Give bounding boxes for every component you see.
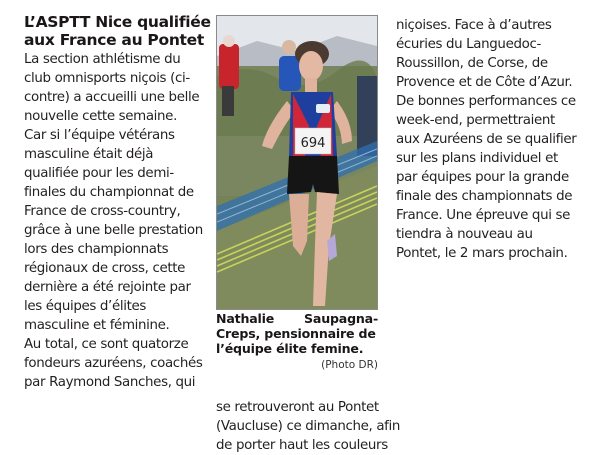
article-column-1	[24, 13, 214, 392]
text-line: tiendra à nouveau au	[396, 227, 533, 242]
article-column-3	[396, 16, 596, 263]
svg-text:694: 694	[300, 136, 326, 151]
text-line: France. Une épreuve qui se	[396, 208, 570, 223]
text-line: De bonnes performances ce	[396, 94, 576, 109]
text-line: qualifiée pour les demi-	[24, 166, 174, 181]
text-line: France de cross-country,	[24, 204, 181, 219]
text-line: La section athlétisme du	[24, 52, 181, 67]
text-line: fondeurs azuréens, coachés	[24, 356, 203, 371]
text-line: sur les plans individuel et	[396, 151, 558, 166]
headline-line-1: L’ASPTT Nice qualifiée	[24, 13, 211, 31]
column-1-body	[24, 50, 214, 392]
caption-last-name: Saupagna-	[304, 311, 378, 326]
text-line: se retrouveront au Pontet	[216, 400, 379, 415]
text-line: par équipes pour la grande	[396, 170, 569, 185]
text-line: Pontet, le 2 mars prochain.	[396, 246, 568, 261]
caption-line-3: l’équipe élite femine.	[216, 341, 364, 356]
text-line: les équipes d’élites	[24, 299, 147, 314]
caption-first-name: Nathalie	[216, 311, 275, 326]
text-line: Car si l’équipe vétérans	[24, 128, 175, 143]
text-line: week-end, permettraient	[396, 113, 555, 128]
text-line: par Raymond Sanches, qui	[24, 375, 196, 390]
runner-illustration-icon	[217, 16, 377, 309]
text-line: contre) a accueilli une belle	[24, 90, 200, 105]
text-line: régionaux de cross, cette	[24, 261, 186, 276]
text-line: Roussillon, de Corse, de	[396, 56, 548, 71]
text-line: Au total, ce sont quatorze	[24, 337, 189, 352]
text-line: aux Azuréens de se qualifier	[396, 132, 577, 147]
text-line: finales du championnat de	[24, 185, 194, 200]
caption-line-2: Creps, pensionnaire de	[216, 326, 376, 341]
headline-line-2: aux France au Pontet	[24, 31, 204, 49]
text-line: masculine était déjà	[24, 147, 154, 162]
text-line: grâce à une belle prestation	[24, 223, 203, 238]
text-line: finale des championnats de	[396, 189, 573, 204]
text-line: Provence et de Côte d’Azur.	[396, 75, 573, 90]
text-line: dernière a été rejointe par	[24, 280, 191, 295]
text-line: (Vaucluse) ce dimanche, afin	[216, 419, 401, 434]
article-column-2	[216, 398, 401, 455]
text-line: masculine et féminine.	[24, 318, 170, 333]
text-line: nouvelle cette semaine.	[24, 109, 177, 124]
text-line: lors des championnats	[24, 242, 169, 257]
text-line: écuries du Languedoc-	[396, 37, 541, 52]
text-line: de porter haut les couleurs	[216, 438, 388, 453]
photo-credit: (Photo DR)	[321, 359, 378, 371]
athlete-photo	[216, 15, 378, 310]
text-line: club omnisports niçois (ci-	[24, 71, 190, 86]
text-line: niçoises. Face à d’autres	[396, 18, 552, 33]
photo-caption	[216, 311, 378, 356]
